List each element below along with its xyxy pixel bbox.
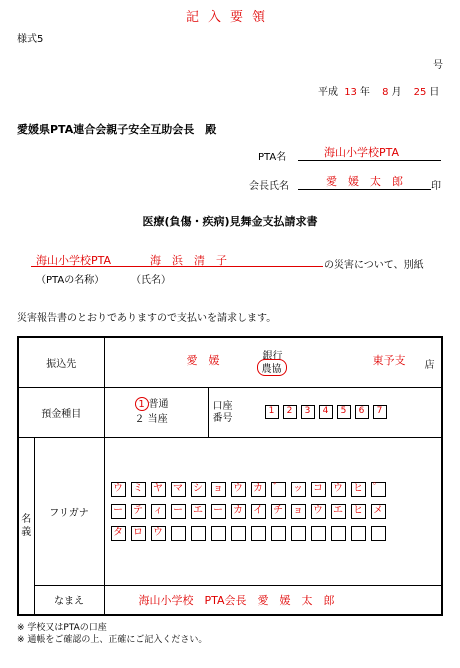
date-year-unit: 年 — [359, 87, 370, 98]
account-digit-box[interactable]: 5 — [337, 405, 351, 419]
applicant-underline — [31, 266, 323, 267]
payment-form-table — [17, 336, 443, 616]
account-number-boxes — [265, 405, 387, 419]
account-digit-box[interactable]: 2 — [283, 405, 297, 419]
account-label-2: 番号 — [212, 412, 233, 424]
furigana-char-box[interactable] — [231, 526, 246, 541]
furigana-char-box[interactable]: ッ — [291, 482, 306, 497]
bank-name: 愛 媛 — [186, 354, 220, 367]
furigana-row — [111, 482, 442, 497]
date-line — [318, 83, 439, 98]
furigana-char-box[interactable]: ウ — [311, 504, 326, 519]
furigana-char-box[interactable]: ウ — [151, 526, 166, 541]
bank-type-agri: 農協 — [257, 359, 287, 376]
transfer-label: 振込先 — [46, 358, 77, 370]
applicant-pta: 海山小学校PTA — [36, 254, 112, 267]
applicant-person: 海 浜 清 子 — [150, 254, 227, 267]
deposit-label: 預金種目 — [41, 408, 82, 420]
furigana-char-box[interactable] — [291, 526, 306, 541]
furigana-char-box[interactable]: ョ — [211, 482, 226, 497]
date-year: 13 — [344, 87, 357, 98]
furigana-char-box[interactable]: エ — [331, 504, 346, 519]
furigana-char-box[interactable] — [351, 526, 366, 541]
furigana-char-box[interactable] — [311, 526, 326, 541]
deposit-type-cell[interactable] — [104, 387, 208, 437]
pta-value: 海山小学校PTA — [324, 146, 400, 159]
transfer-label-cell — [18, 337, 104, 387]
furigana-char-box[interactable] — [191, 526, 206, 541]
furigana-value-cell[interactable] — [104, 437, 442, 585]
statement: 災害報告書のとおりでありますので支払いを請求します。 — [17, 313, 277, 324]
furigana-char-box[interactable]: ー — [111, 504, 126, 519]
furigana-char-box[interactable]: ウ — [111, 482, 126, 497]
note-2: ※ 通帳をご確認の上、正確にご記入ください。 — [17, 635, 208, 645]
furigana-char-box[interactable]: ロ — [131, 526, 146, 541]
deposit-option1: 普通 — [148, 399, 169, 410]
chair-label: 会長氏名 — [249, 181, 289, 192]
name-label-cell — [34, 585, 104, 615]
account-cell[interactable] — [208, 387, 442, 437]
account-digit-box[interactable]: 4 — [319, 405, 333, 419]
chair-underline — [298, 189, 431, 190]
furigana-char-box[interactable] — [271, 526, 286, 541]
name-value-cell[interactable] — [104, 585, 442, 615]
date-month-unit: 月 — [391, 87, 402, 98]
date-era: 平成 — [318, 87, 338, 98]
furigana-char-box[interactable]: ウ — [231, 482, 246, 497]
furigana-char-box[interactable] — [371, 526, 386, 541]
account-digit-box[interactable]: 1 — [265, 405, 279, 419]
furigana-char-box[interactable]: ー — [171, 504, 186, 519]
document-heading: 医療(負傷・疾病)見舞金支払請求書 — [142, 215, 318, 228]
furigana-char-box[interactable]: イ — [251, 504, 266, 519]
seal-mark: 印 — [431, 181, 441, 192]
name-side-cell — [18, 437, 34, 615]
furigana-char-box[interactable]: マ — [171, 482, 186, 497]
name-side-label: 名義 — [21, 513, 32, 538]
pta-underline — [298, 160, 441, 161]
date-day: 25 — [413, 87, 427, 98]
deposit-option1-circle: 1 — [135, 397, 149, 411]
furigana-char-box[interactable]: ヒ — [351, 504, 366, 519]
furigana-char-box[interactable]: コ — [311, 482, 326, 497]
furigana-char-box[interactable]: エ — [191, 504, 206, 519]
transfer-value-cell[interactable] — [104, 337, 442, 387]
pta-caption: （PTAの名称） — [36, 275, 105, 286]
furigana-label: フリガナ — [49, 507, 89, 519]
branch-suffix: 店 — [424, 360, 435, 371]
furigana-char-box[interactable]: ヒ — [351, 482, 366, 497]
furigana-char-box[interactable] — [331, 526, 346, 541]
furigana-boxes — [105, 482, 442, 541]
furigana-char-box[interactable]: ゜ — [371, 482, 386, 497]
furigana-char-box[interactable]: ウ — [331, 482, 346, 497]
pta-label: PTA名 — [258, 152, 287, 163]
account-digit-box[interactable]: 6 — [355, 405, 369, 419]
furigana-char-box[interactable]: タ — [111, 526, 126, 541]
person-caption: （氏名） — [131, 275, 171, 286]
furigana-row — [111, 504, 442, 519]
furigana-char-box[interactable] — [251, 526, 266, 541]
furigana-char-box[interactable]: ミ — [131, 482, 146, 497]
date-month: 8 — [382, 87, 389, 98]
deposit-label-cell — [18, 387, 104, 437]
furigana-char-box[interactable] — [211, 526, 226, 541]
furigana-char-box[interactable]: ィ — [151, 504, 166, 519]
date-day-unit: 日 — [429, 87, 440, 98]
number-suffix: 号 — [433, 60, 443, 71]
furigana-char-box[interactable]: ョ — [291, 504, 306, 519]
furigana-char-box[interactable]: カ — [231, 504, 246, 519]
name-value: 海山小学校 PTA会長 愛 媛 太 郎 — [138, 593, 335, 607]
furigana-char-box[interactable] — [171, 526, 186, 541]
furigana-row — [111, 526, 442, 541]
form-title: 記入要領 — [185, 10, 274, 25]
name-label: なまえ — [54, 596, 84, 608]
applicant-suffix: の災害について、別紙 — [324, 260, 424, 271]
note-1: ※ 学校又はPTAの口座 — [17, 623, 107, 633]
account-label-1: 口座 — [212, 400, 233, 412]
furigana-char-box[interactable]: メ — [371, 504, 386, 519]
furigana-char-box[interactable]: テ — [131, 504, 146, 519]
chair-value: 愛 媛 太 郎 — [326, 175, 403, 188]
furigana-char-box[interactable]: ゛ — [271, 482, 286, 497]
account-digit-box[interactable]: 3 — [301, 405, 315, 419]
addressee: 愛媛県PTA連合会親子安全互助会長 殿 — [17, 123, 217, 136]
furigana-char-box[interactable]: チ — [271, 504, 286, 519]
furigana-char-box[interactable]: シ — [191, 482, 206, 497]
furigana-char-box[interactable]: カ — [251, 482, 266, 497]
furigana-label-cell — [34, 437, 104, 585]
form-number: 様式5 — [17, 34, 44, 45]
account-digit-box[interactable]: 7 — [373, 405, 387, 419]
furigana-char-box[interactable]: ー — [211, 504, 226, 519]
furigana-char-box[interactable]: ヤ — [151, 482, 166, 497]
bank-type-bank: 銀行 — [262, 351, 283, 362]
branch-name: 東予支 — [372, 354, 406, 367]
deposit-option2: ２ 当座 — [134, 414, 168, 425]
